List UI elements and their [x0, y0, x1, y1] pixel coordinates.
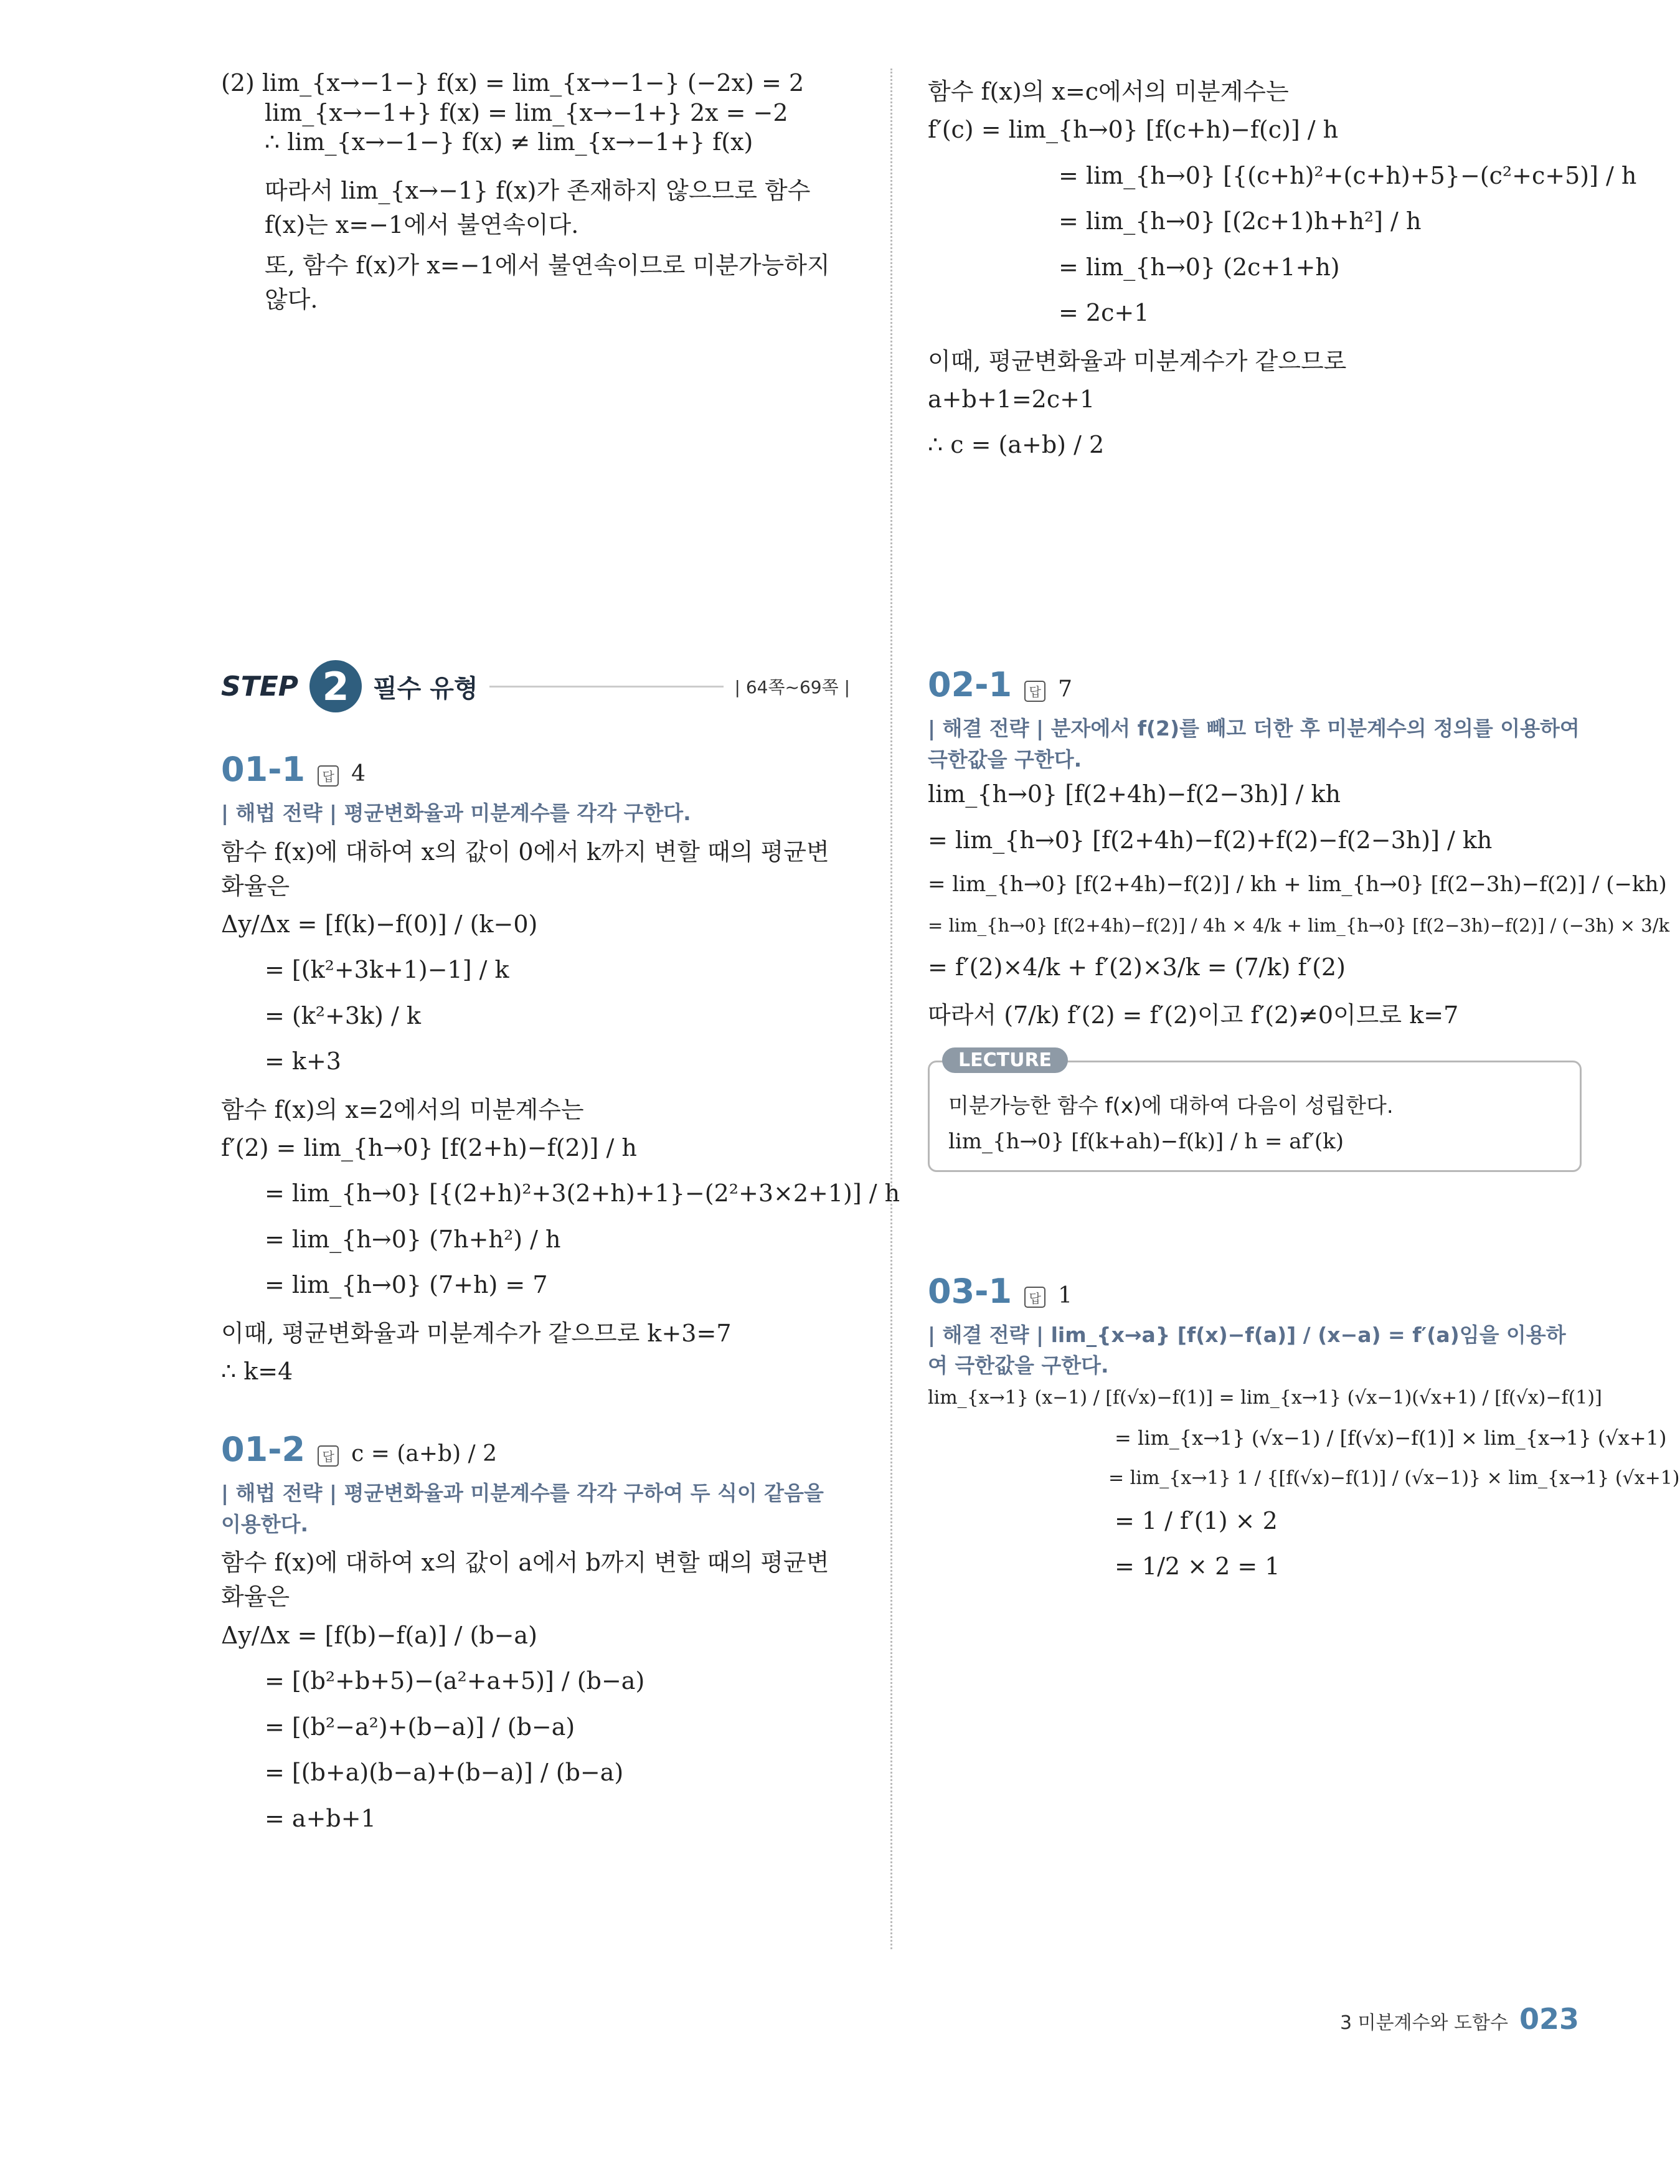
derivation-step: = [(b+a)(b−a)+(b−a)] / (b−a)	[265, 1759, 624, 1787]
derivation-step: = [(b²+b+5)−(a²+a+5)] / (b−a)	[265, 1667, 645, 1695]
header-rule	[489, 686, 724, 688]
derivation-step: = a+b+1	[265, 1804, 376, 1832]
derivation-step: f′(c) = lim_{h→0} [f(c+h)−f(c)] / h	[928, 116, 1339, 144]
page-footer	[1340, 2002, 1579, 2036]
derivation-step: = (k²+3k) / k	[265, 1001, 421, 1029]
derivation-step: f′(2) = lim_{h→0} [f(2+h)−f(2)] / h	[221, 1133, 637, 1161]
derivation-step: lim_{x→1} (x−1) / [f(√x)−f(1)] = lim_{x→1} (√x−1)(√x+1) / [f(√x)−f(1)]	[928, 1386, 1602, 1409]
derivation-step: = lim_{h→0} [f(2+4h)−f(2)+f(2)−f(2−3h)] / kh	[928, 826, 1493, 854]
derivation-step: = lim_{h→0} [{(2+h)²+3(2+h)+1}−(2²+3×2+1)] / h	[265, 1179, 900, 1208]
conclusion: ∴ k=4	[221, 1357, 293, 1385]
derivation-step: = 1/2 × 2 = 1	[1115, 1553, 1280, 1581]
lecture-text: 미분가능한 함수 f(x)에 대하여 다음이 성립한다.	[948, 1094, 1394, 1119]
derivation-step: = f′(2)×4/k + f′(2)×3/k = (7/k) f′(2)	[928, 953, 1346, 981]
explanation-text: 따라서 lim_{x→−1} f(x)가 존재하지 않으므로 함수 f(x)는 x=−1에서 불연속이다.	[265, 176, 811, 239]
derivation-step: = lim_{h→0} [(2c+1)h+h²] / h	[1059, 207, 1422, 235]
derivation-step: Δy/Δx = [f(b)−f(a)] / (b−a)	[221, 1621, 537, 1649]
derivation-step: = [(k²+3k+1)−1] / k	[265, 956, 509, 984]
step-number-badge: 2	[309, 660, 362, 712]
column-divider	[890, 69, 892, 1949]
derivation-step: = 2c+1	[1059, 299, 1149, 327]
strategy-text: | 해결 전략 | 분자에서 f(2)를 빼고 더한 후 미분계수의 정의를 이용하여 극한값을 구한다.	[928, 716, 1580, 772]
derivation-step: = [(b²−a²)+(b−a)] / (b−a)	[265, 1713, 575, 1741]
page-number: 023	[1519, 2002, 1579, 2036]
answer-icon: 답	[1024, 1287, 1045, 1308]
derivation-step: = lim_{h→0} [f(2+4h)−f(2)] / kh + lim_{h→0} [f(2−3h)−f(2)] / (−kh)	[928, 872, 1667, 897]
answer-value: 7	[1058, 676, 1073, 702]
step-header	[221, 660, 850, 712]
derivation-step: = k+3	[265, 1047, 341, 1075]
answer-icon: 답	[1024, 681, 1045, 702]
lecture-box	[928, 1049, 1582, 1171]
explanation-text: 이때, 평균변화율과 미분계수가 같으므로	[928, 347, 1347, 375]
derivation-step: = lim_{h→0} (2c+1+h)	[1059, 253, 1340, 281]
answer-value: c = (a+b) / 2	[351, 1441, 498, 1467]
lecture-formula: lim_{h→0} [f(k+ah)−f(k)] / h = af′(k)	[948, 1128, 1344, 1154]
intro-text: 함수 f(x)의 x=2에서의 미분계수는	[221, 1095, 584, 1123]
intro-text: 함수 f(x)에 대하여 x의 값이 0에서 k까지 변할 때의 평균변화율은	[221, 838, 829, 900]
derivation-step: Δy/Δx = [f(k)−f(0)] / (k−0)	[221, 910, 538, 938]
derivation-step: = lim_{h→0} [f(2+4h)−f(2)] / 4h × 4/k + lim_{h→0} [f(2−3h)−f(2)] / (−3h) × 3/k	[928, 914, 1670, 936]
answer-icon: 답	[318, 765, 339, 787]
conclusion: ∴ c = (a+b) / 2	[928, 431, 1105, 459]
answer-icon: 답	[318, 1445, 339, 1467]
page-range: | 64쪽~69쪽 |	[734, 677, 850, 697]
derivation-step: = lim_{h→0} (7h+h²) / h	[265, 1225, 561, 1253]
problem-number: 02-1	[928, 665, 1012, 704]
derivation-step: = 1 / f′(1) × 2	[1115, 1506, 1278, 1534]
limit-line: lim_{x→−1+} f(x) = lim_{x→−1+} 2x = −2	[265, 98, 788, 126]
explanation-text: 또, 함수 f(x)가 x=−1에서 불연속이므로 미분가능하지 않다.	[265, 251, 830, 313]
right-top-section	[928, 69, 1637, 460]
problem-header	[221, 1430, 850, 1469]
left-bottom-section	[221, 660, 900, 1850]
derivation-step: lim_{h→0} [f(2+4h)−f(2−3h)] / kh	[928, 780, 1341, 808]
derivation-step: = lim_{x→1} (√x−1) / [f(√x)−f(1)] × lim_{x→1} (√x+1)	[1115, 1426, 1667, 1450]
lecture-tag: LECTURE	[942, 1047, 1068, 1073]
explanation-text: 이때, 평균변화율과 미분계수가 같으므로 k+3=7	[221, 1319, 732, 1347]
chapter-title: 3 미분계수와 도함수	[1339, 2012, 1508, 2034]
derivation-step: = lim_{h→0} (7+h) = 7	[265, 1271, 548, 1299]
answer-value: 4	[351, 761, 366, 787]
limit-line: ∴ lim_{x→−1−} f(x) ≠ lim_{x→−1+} f(x)	[265, 128, 753, 156]
problem-header	[928, 665, 1582, 704]
problem-number: 01-2	[221, 1430, 306, 1470]
explanation-text: 따라서 (7/k) f′(2) = f′(2)이고 f′(2)≠0이므로 k=7	[928, 1001, 1459, 1029]
problem-header	[928, 1272, 1582, 1311]
limit-line: (2) lim_{x→−1−} f(x) = lim_{x→−1−} (−2x) = 2	[221, 69, 805, 97]
answer-value: 1	[1058, 1282, 1073, 1308]
problem-number: 01-1	[221, 750, 306, 789]
problem-number: 03-1	[928, 1271, 1012, 1311]
left-top-section	[221, 69, 850, 323]
problem-header	[221, 750, 850, 789]
derivation-step: = lim_{x→1} 1 / {[f(√x)−f(1)] / (√x−1)} × lim_{x→1} (√x+1)	[1108, 1467, 1680, 1490]
strategy-text: | 해결 전략 | lim_{x→a} [f(x)−f(a)] / (x−a) = f′(a)임을 이용하여 극한값을 구한다.	[928, 1322, 1566, 1378]
equation: a+b+1=2c+1	[928, 385, 1095, 413]
intro-text: 함수 f(x)의 x=c에서의 미분계수는	[928, 78, 1289, 105]
step-label: STEP	[221, 670, 299, 702]
step-title: 필수 유형	[373, 674, 478, 703]
derivation-step: = lim_{h→0} [{(c+h)²+(c+h)+5}−(c²+c+5)] / h	[1059, 161, 1637, 189]
right-bottom-section	[928, 660, 1680, 1598]
strategy-text: | 해법 전략 | 평균변화율과 미분계수를 각각 구하여 두 식이 같음을 이용한다.	[221, 1481, 824, 1536]
strategy-text: | 해법 전략 | 평균변화율과 미분계수를 각각 구한다.	[221, 801, 691, 825]
intro-text: 함수 f(x)에 대하여 x의 값이 a에서 b까지 변할 때의 평균변화율은	[221, 1549, 829, 1611]
